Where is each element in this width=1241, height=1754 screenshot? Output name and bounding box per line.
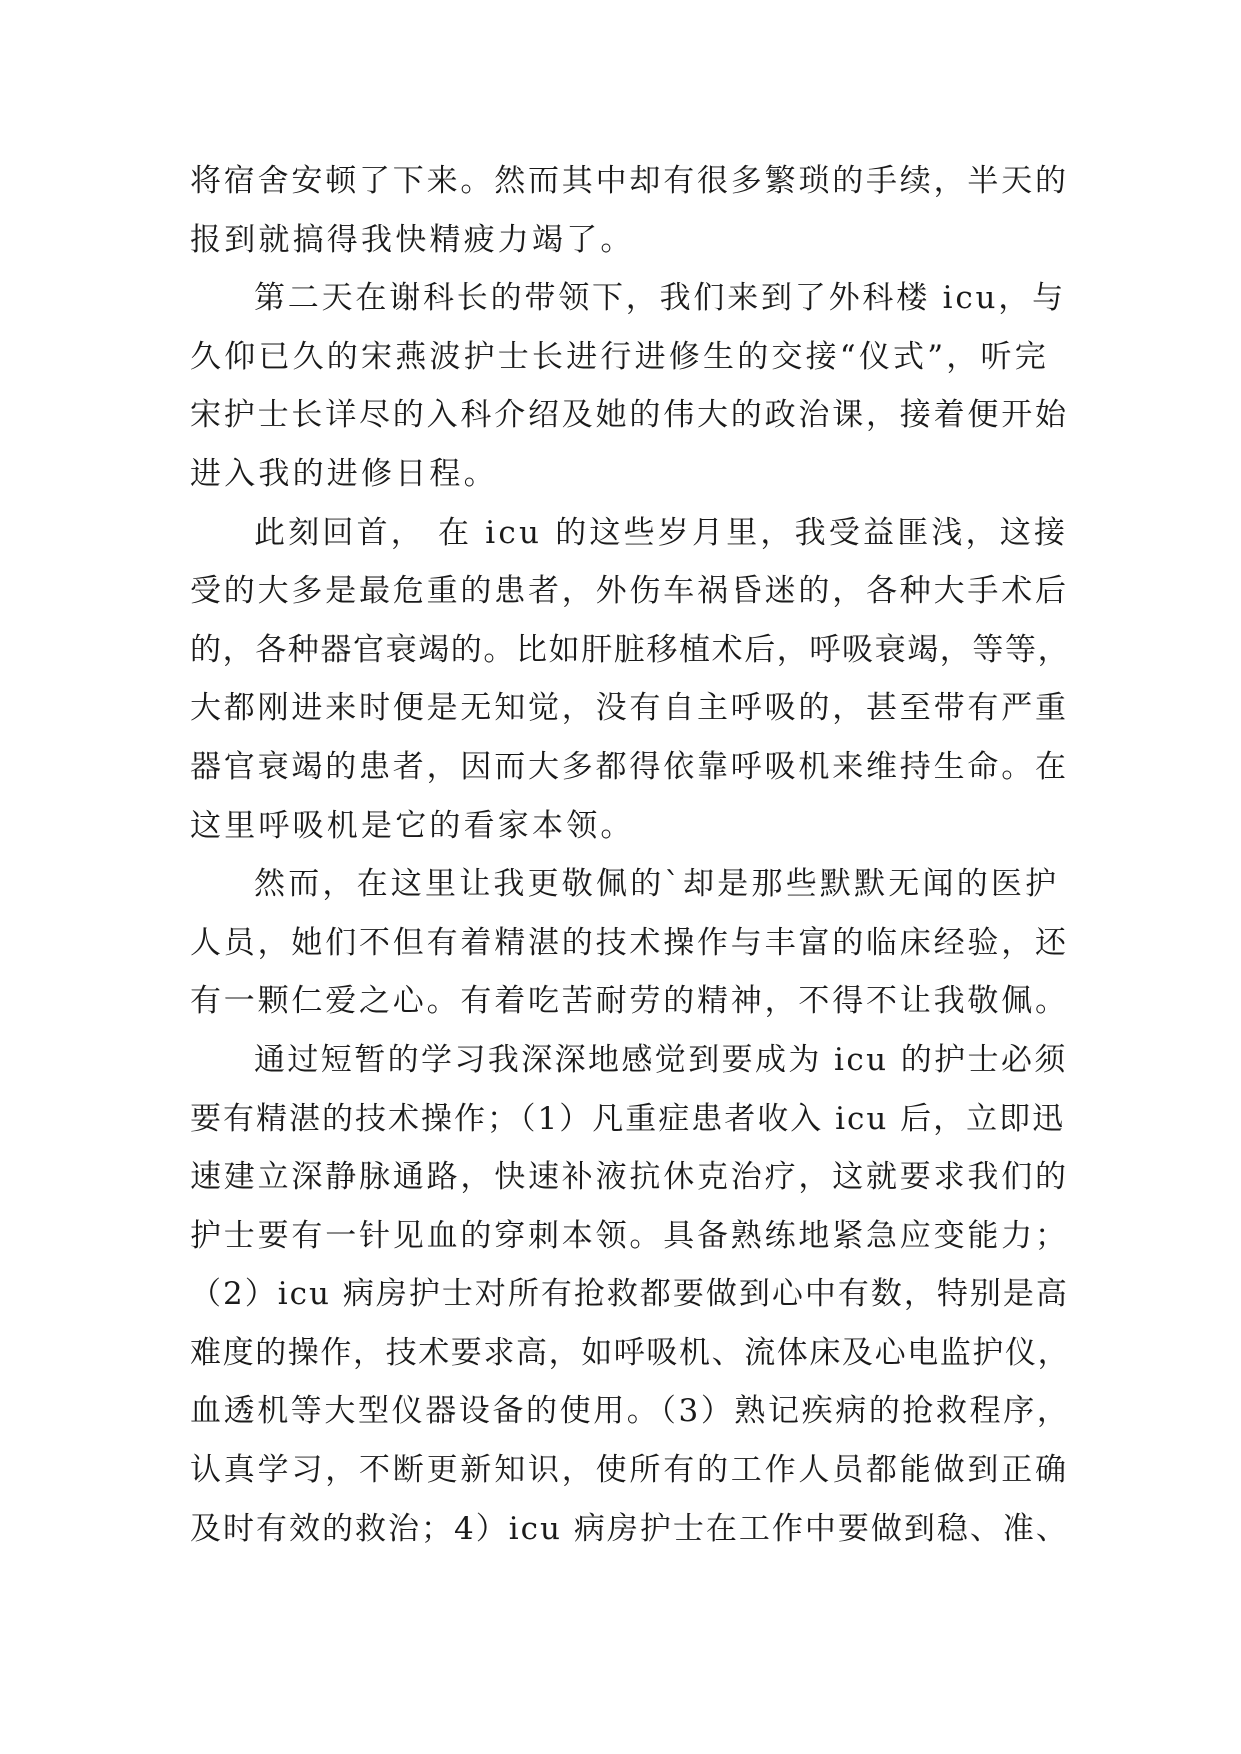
- text-line: 有一颗仁爱之心。有着吃苦耐劳的精神，不得不让我敬佩。: [190, 983, 1069, 1020]
- text-line: 速建立深静脉通路，快速补液抗休克治疗，这就要求我们的: [190, 1159, 1069, 1196]
- text-line: 将宿舍安顿了下来。然而其中却有很多繁琐的手续，半天的: [190, 163, 1069, 199]
- text-line: 要有精湛的技术操作；（1）凡重症患者收入 icu 后，立即迅: [190, 1100, 1066, 1137]
- text-line: 血透机等大型仪器设备的使用。（3）熟记疾病的抢救程序，: [190, 1393, 1071, 1430]
- text-line: 及时有效的救治；4）icu 病房护士在工作中要做到稳、准、: [190, 1510, 1069, 1547]
- text-line: 器官衰竭的患者，因而大多都得依靠呼吸机来维持生命。在: [190, 748, 1069, 785]
- text-line: 人员，她们不但有着精湛的技术操作与丰富的临床经验，还: [190, 924, 1069, 961]
- text-line: 受的大多是最危重的患者，外伤车祸昏迷的，各种大手术后: [190, 573, 1069, 610]
- text-line: 的，各种器官衰竭的。比如肝脏移植术后，呼吸衰竭，等等，: [190, 631, 1071, 668]
- text-line: 这里呼吸机是它的看家本领。: [190, 807, 635, 844]
- text-line: 此刻回首， 在 icu 的这些岁月里，我受益匪浅，这接: [254, 514, 1069, 551]
- text-line: 第二天在谢科长的带领下，我们来到了外科楼 icu，与: [254, 280, 1066, 317]
- text-line: 认真学习，不断更新知识，使所有的工作人员都能做到正确: [190, 1452, 1069, 1489]
- text-line: 然而，在这里让我更敬佩的`却是那些默默无闻的医护: [254, 866, 1060, 903]
- text-line: 进入我的进修日程。: [190, 455, 498, 492]
- text-line: 报到就搞得我快精疲力竭了。: [190, 221, 635, 258]
- text-line: 宋护士长详尽的入科介绍及她的伟大的政治课，接着便开始: [190, 397, 1069, 434]
- text-line: 护士要有一针见血的穿刺本领。具备熟练地紧急应变能力；: [190, 1217, 1069, 1254]
- text-line: 难度的操作，技术要求高，如呼吸机、流体床及心电监护仪，: [190, 1334, 1071, 1371]
- text-line: 大都刚进来时便是无知觉，没有自主呼吸的，甚至带有严重: [190, 690, 1069, 727]
- document-body: [190, 152, 1070, 1558]
- text-line: （2）icu 病房护士对所有抢救都要做到心中有数，特别是高: [190, 1276, 1069, 1313]
- text-line: 久仰已久的宋燕波护士长进行进修生的交接“仪式”，听完: [190, 338, 1049, 375]
- text-line: 通过短暂的学习我深深地感觉到要成为 icu 的护士必须: [254, 1041, 1068, 1078]
